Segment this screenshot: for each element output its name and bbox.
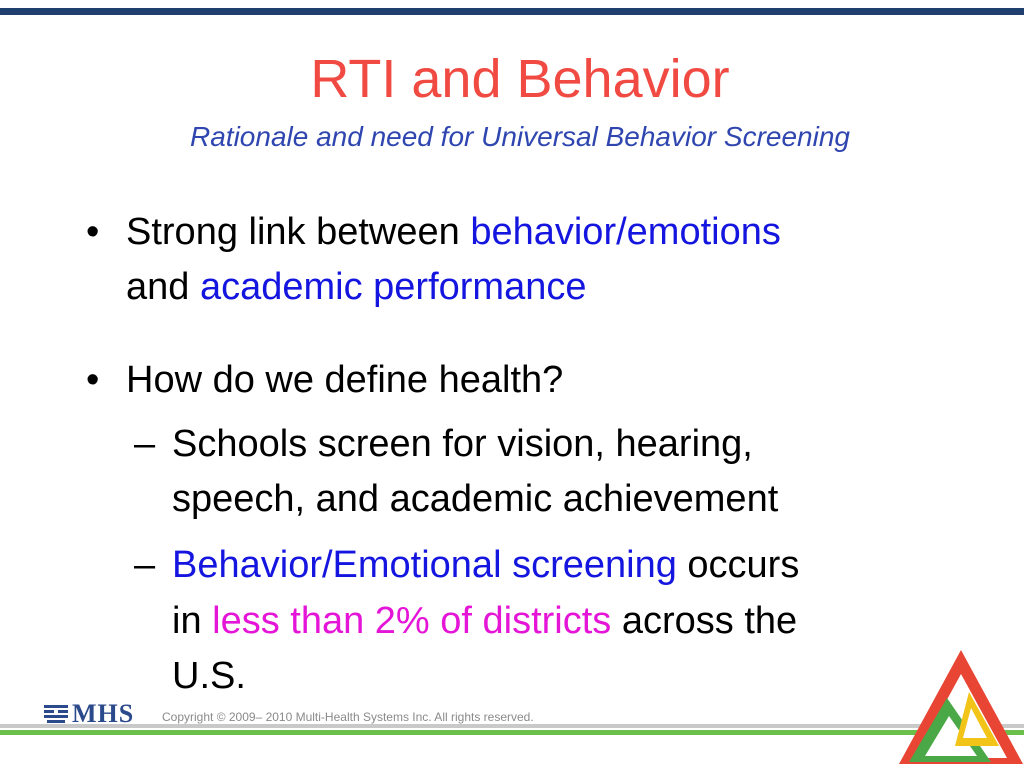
brand-name: MHS — [72, 699, 135, 728]
bullet-1-line-2 — [126, 263, 586, 311]
highlight-academic-performance: academic performance — [199, 266, 587, 308]
dash-marker: – — [134, 423, 156, 465]
copyright-notice: Copyright © 2009– 2010 Multi-Health Systems Inc. All rights reserved. — [162, 710, 534, 724]
footer-green-bar — [0, 730, 1024, 735]
subitem-2-line-1 — [172, 541, 799, 589]
subitem-2-text: occurs — [676, 544, 800, 586]
dash-marker: – — [134, 544, 156, 586]
bullet-1-text: Strong link between — [126, 211, 471, 253]
bullet-1-line-1 — [126, 208, 781, 256]
mhs-brand — [44, 700, 134, 728]
bullet-marker: • — [86, 359, 100, 401]
subitem-2-text-3: across the — [611, 600, 798, 642]
subitem-1-line-2: speech, and academic achievement — [172, 478, 779, 520]
slide-title: RTI and Behavior — [310, 49, 730, 109]
highlight-behavior-emotions: behavior/emotions — [470, 211, 781, 253]
highlight-behavior-screening: Behavior/Emotional screening — [172, 544, 677, 586]
subitem-2-text-2: in — [172, 600, 213, 642]
subitem-2-line-3: U.S. — [172, 655, 246, 697]
bullet-1-text-2: and — [126, 266, 200, 308]
bullet-2-text: How do we define health? — [126, 359, 564, 401]
slide-subtitle: Rationale and need for Universal Behavior Screening — [190, 121, 850, 152]
subitem-2-line-2 — [172, 597, 797, 645]
highlight-less-than-2-percent: less than 2% of districts — [212, 600, 612, 642]
footer-divider — [0, 724, 1024, 728]
subitem-1-line-1: Schools screen for vision, hearing, — [172, 423, 753, 465]
bullet-marker: • — [86, 211, 100, 253]
mhs-logo-icon — [44, 704, 68, 724]
triangle-logo-icon — [895, 648, 1024, 766]
